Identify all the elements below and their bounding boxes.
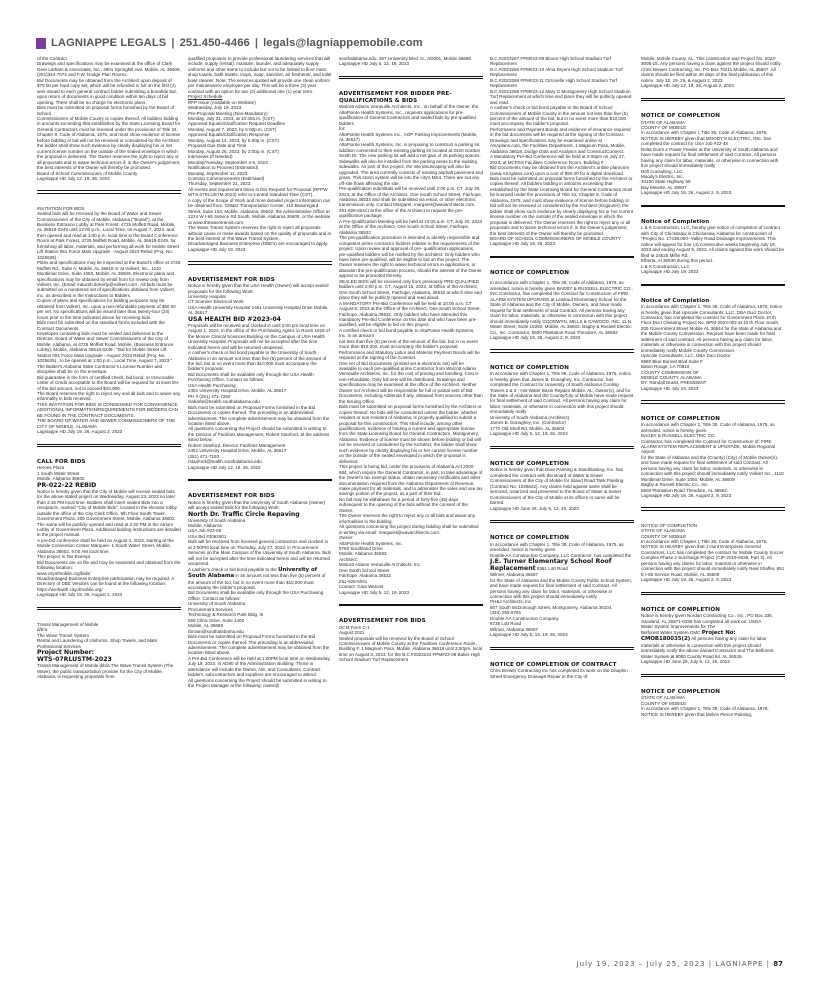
notice-title: NOTICE OF COMPLETION — [641, 415, 720, 422]
notice-line: Notification to Proceed (Estimated) — [188, 165, 259, 171]
notice-bidder-prequalification — [339, 91, 483, 595]
notice-line: Monday, September 11, 2023. — [188, 170, 249, 176]
notice-title: ADVERTISEMENT FOR BIDS — [339, 618, 426, 625]
notice-line: Bid Documents shall be available only through the USA Purchasing Office. Contact as follows: — [188, 590, 324, 601]
notice-line: 251-928-6041 — [339, 578, 368, 584]
notice-divider — [641, 592, 785, 595]
notice-line: COUNTY COMMISSION OF — [641, 369, 699, 375]
notice-line: Bid Documents may be obtained from the Architect upon deposit of $75.00 per hard copy set, which will be refunded in full on the first (2) sets issued to each general contract bidder submitting a bonafide bid, upon return of documents in good condition within ten days of bid opening. There shall be no charge for electronic plans. — [37, 77, 177, 105]
notice-completion-melvin-pierce — [641, 689, 785, 717]
notice-line: not less than five (5) percent of the amount of the bid, but in no event more than $10,000, must accompany the bidder's proposal. Performance and Statutory Labor and Material Payment Bonds will be required at the signing of the Contract. — [339, 338, 480, 361]
notice-completion-lk-construction — [641, 219, 785, 275]
text-span: All persons having any claim for labor materials or otherwise in connection with this project should immediately notify the above named Contractor and The Belforest Water System at 9080 County Road 64, AL 36526. — [641, 636, 774, 659]
notice-line: Performance and Payment Bonds and evidence of insurance required in the bid documents will be required at the signing of the Contract. — [490, 126, 631, 138]
notice-line: A copy of the Scope of Work and more detailed project information can be obtained from: GM&O Transportation Center, 110 Beauregard Street, Suite 104, Mobile, Alabama, 36602, the Administrative Office at 1224 W I-65 Service Rd South, Mobile, Alabama 36609, or the website at www.thewavetransit.com. — [188, 197, 331, 225]
notice-line: A Mandatory Pre-Bid Conference will be held at 2:00pm on July 27, 2023, at MCPSS Facilities Conference Room, Building F. — [490, 154, 626, 165]
notice-line: The Board reserves the right to reject any and all bids and to waive any informality in bids received. — [37, 391, 181, 402]
notice-line: DCM Form C-1 — [339, 624, 370, 630]
project-number-label: Project Number: — [37, 649, 95, 657]
footer-separator: | — [766, 960, 771, 968]
notice-line: In accordance with Chapter I, Title 39, Code of Alabama, 1975, NOTICE IS HEARBY given that J Hunt Enterprises General Contractors, LLC has completed the contract for Mobile County Soccer Complex Phase 2 Surcharge Project (CIP-2019-0028, Part 3). All persons having any claims for labor, material or otherwise in connection with this project should immediately notify Neal Shaffer, 851 E I-65 Service Road, Mobile, AL 36609 — [641, 539, 785, 577]
notice-line: Mobile, Alabama 36693 — [339, 551, 387, 557]
notice-line: Bids must be submitted on the standard forms included with the Contract Documents. — [37, 320, 165, 331]
notice-title: ADVERTISEMENT FOR BIDDER PRE-QUALIFICATIONS & BIDS — [339, 91, 452, 104]
notice-line: Dell Consulting, LLC — [641, 168, 683, 174]
notice-line: southalabama.edu, 307 University Blvd. N., AD001, Mobile 36688. — [339, 56, 473, 61]
notice-line: Contact: Gina Walcott — [339, 584, 384, 590]
notice-line: Proposals will be received and clocked in until 2:00 pm local time on August 1, 2023, in the office of the Purchasing Agent, in Room 1618 of the Moorer Clinical Sciences Building on the Campus of USA Health University Hospital. Proposals will not be accepted after the time indicated herein and will be returned unopened. — [188, 322, 330, 350]
notice-line: Notice is hereby given that Dixie Painting & Sandblasting, Inc. has completed the contract with the Board of Water & Sewer Commissioners of the City of Mobile for Island Road Tank Painting (Contract No. 1025622). Any claims held against same shall be itemized, notarized and presented to the Board of Water & Sewer Commissioners of the City of Mobile at its offices or same will be barred. — [490, 467, 624, 506]
notice-line: B.C.#2023269 FPM#23-11 Citronelle High School Stadium Turf Replacement — [490, 77, 618, 89]
notice-divider — [641, 507, 785, 510]
text-span: A cashier's check or bid bond payable to the — [188, 566, 279, 572]
notice-title: ADVERTISEMENT FOR BIDS — [188, 493, 275, 500]
notice-school-board-continued — [37, 56, 181, 181]
notice-title: INVITATION FOR BIDS — [37, 205, 85, 211]
notice-line: Elberta, Al 36530 during this period. — [641, 258, 714, 264]
notice-line: THE BOARD OF WATER AND SEWER COMMISSIONERS OF THE CITY OF MOBILE, ALABAMA — [37, 418, 176, 429]
notice-school-turf-continued — [490, 56, 634, 247]
notice-line: Interviews (If Needed) — [188, 154, 233, 160]
project-name-bold: J.E. Turner Elementary School Roof Replacement — [490, 558, 612, 573]
notice-line: Water System Improvements for The — [641, 624, 716, 630]
notice-line: Double AA Construction Company, LLC Contractor, has completed the — [490, 552, 632, 558]
notice-line: Walcott Adams Verneuille Architects, Inc., on behalf of the Owner, the AltaPointe Health Systems, Inc., requests applications for pre-qualification of General Contractors and sealed bids by pre-qualified bidders — [339, 104, 479, 126]
column-5 — [641, 56, 785, 717]
notice-line: 1 South Water Street — [37, 470, 80, 476]
notice-line: STATE OF ALABAMA — [641, 695, 686, 701]
notice-line: d/b/a — [37, 627, 48, 633]
footer-dates: July 19, 2023 – July 25, 2023 — [576, 960, 706, 968]
text-span: Belforest Water System GMC — [641, 629, 702, 635]
notice-line: Bid Documents shall be available only through the USA Health Purchasing Office. Contact as follows: — [188, 371, 314, 383]
notice-line: One South School Street — [339, 567, 390, 573]
notice-completion-upscale-consultants — [641, 298, 785, 392]
notice-divider — [641, 98, 785, 101]
notice-divider — [188, 261, 332, 264]
notice-line: 40150 State Highway 59 — [641, 179, 691, 185]
notice-line: Lagniappe HD June 28, July 5, 12, 19, 2023 — [490, 505, 579, 511]
notice-title: NOTICE OF COMPLETION — [641, 112, 720, 119]
notice-line: One set of Bid Documents (printed set & electronic set) will be available to each pre-qualified prime Contractor from Walcott Adams Verneuille Architects, Inc. for the cost of printing and handling. Cost is non-refundable. Only full sets will be distributed. Drawings and specifications may be examined at the office of the Architect. Neither Owner nor Architect will be responsible for full or partial sets of Bid Documents, including Addenda if any, obtained from sources other than the Issuing Office. — [339, 360, 483, 404]
notice-line: Wilmer, Alabama 36587 — [490, 626, 539, 632]
notice-line: AltaPointe Health Systems, Inc. is proposing to construct a parking lot addition connected to their existing parking lot located at 2420 Gordon Smith Dr. The new parking lot will add a net gain of 46 parking spaces. Sidewalks will also be installed from the parking areas to the existing sidewalks. As part of this project, the site landscaping will also be upgraded. The area currently consists of existing asphalt pavement and grass. This storm system will tie into the city's MS4. There are not any off-site flows affecting the site. — [339, 142, 483, 186]
notice-line: University of South Alabama — [188, 601, 246, 607]
footer-separator: | — [708, 960, 713, 968]
notice-line: A pre-bid conference shall be held on August 3, 2023, starting at the Mobile Convention Center Marquee- 1 South Water Street, Mobile, Alabama 36602, 9:00 AM local time. — [37, 537, 174, 554]
notice-line: PH # (251) 471-7260 — [188, 393, 231, 399]
notice-title: CALL FOR BIDS — [37, 458, 86, 465]
notice-line: Envelopes containing bids must be sealed and delivered to the Director, Board of Water and Sewer Commissioners of the City of Mobile, Alabama, at 4725 Moffett Road, Mobile, (Business Entrance Lobby), Mobile, Alabama 36618-0249 : "Bid for Mobile Street Lift Station 051 Force Main Upgrade - August 2023 Rebid (Proj. No. 1025625) , to be opened at 1:00 p.m., Local Time, August 7, 2023." The Bidder's Alabama State Contractor's License Number and discipline shall be on the envelope. — [37, 331, 174, 375]
notice-line: This project is Tax Exempt. — [37, 554, 92, 560]
notice-line: Plans and specifications may be inspected at the Board's office at 4725 Moffett Rd., Suite A, Mobile, AL 36618 or at Volkert, Inc., 1110 Montlimar Drive, Suite 1050, Mobile, AL 36609. Electronic plans and specifications may be obtained by email from for review only from Volkert, Inc. (Email: katurah.doherty@volkert.com . All bids must be submitted on a numbered set of specifications obtained from Volkert, Inc. as described in the Instructions to Bidders. — [37, 260, 181, 298]
notice-line: A cashier's check or bid bond payable to the University of South Alabama in an amount not less than five (5) percent of the amount of the bid, but in no event more than $10,000 must accompany the bidder's proposal. — [188, 350, 327, 372]
notice-line: Chris Brewer Contracting Inc has completed its work on the Dauphin Street Emergency Drainage Repair in the City of — [490, 668, 628, 679]
notice-line: Double AA Construction Company — [490, 615, 559, 621]
notice-line: The Wave Transit System — [37, 632, 89, 638]
notice-line: Lagniappe HD July 19, 26, August 2, 9, 2023 — [490, 334, 581, 340]
notice-line: www.cityofmobile.org/bids/ — [37, 570, 91, 576]
notice-line: Lagniappe HD July 19, 2023 — [641, 269, 699, 275]
notice-line: Lagniappe HD July 5, 12, 19, 2023 — [339, 61, 410, 67]
notice-line: Lagniappe HD July 12, 19, 26, 2023 — [37, 175, 110, 181]
notice-line: 5750 Southland Drive — [339, 545, 383, 551]
notice-line: USA Job #23-09 — [188, 528, 222, 534]
notice-title: NOTICE OF COMPLETION — [490, 269, 569, 276]
notice-line: for the State of Alabama and the Mobile County Public School System, — [490, 577, 633, 583]
notice-title: NOTICE OF COMPLETION OF CONTRACT — [490, 661, 617, 668]
notice-title: NOTICE OF COMPLETION — [490, 364, 569, 371]
notice-line: A Pre-Bid Conference will be held at 1:00PM local time on Wednesday, July 19, 2023, in AD80 of the Administration Building. Those in attendance will include the Owner, A/E, and Consultants. Contract bidders, subcontractors and suppliers are encouraged to attend. — [188, 655, 331, 678]
notice-line: Lagniappe HD July 5, 12, 19, 26, 2023 — [490, 431, 568, 437]
text-span: 8361 Lott Road — [535, 566, 568, 572]
notice-line: (334) 265-8781 — [490, 610, 522, 616]
notice-line: James B. Donaghey, Inc. (Contractor) — [490, 420, 566, 426]
notice-line: 807 South McDonough Street, Montgomery, Alabama 36104 — [490, 604, 612, 610]
notice-line: USA Health Purchasing — [188, 382, 236, 388]
notice-line: Wilmer, Alabama 36587 — [490, 572, 539, 578]
notice-line: Mobile, Mobile County, AL. This construction was Project No. 2023-3005-15. Any persons having a claim against the project should notify Chris Brewer Contracting, Inc. PO Box 70211 Mobile, AL 36607. All claims should be filed within 30 days of the final publication of this notice. July 12, 19, 26, & August 2, 2023. — [641, 56, 781, 83]
notice-line: Proposal Due Date and Time — [188, 143, 247, 149]
footer-publication: LAGNIAPPE — [715, 960, 764, 968]
notice-title: ADVERTISEMENT FOR BIDS — [188, 276, 275, 283]
notice-text — [490, 558, 634, 572]
notice-text — [188, 567, 332, 591]
notice-divider — [339, 76, 483, 79]
notice-completion-j-hunt — [641, 523, 785, 583]
notice-line: Drawings and specifications may be examined at the office of Clark Geer Latham & Associates, Inc., 3901 Springhill Ave. Mobile, AL 36608, (251)344-7073 and F.W. Dodge Plan Rooms. — [37, 61, 181, 78]
notice-line: Bids must be submitted on Proposal Forms furnished in the Bid Documents or copies thereof. The preceding is an abbreviated advertisement. The complete advertisement may be obtained from the location listed above. — [188, 404, 330, 426]
notice-line: Monday, August 14, 2023, by 5:00p.m. (CST) — [188, 137, 279, 143]
notice-line: https://workwith.cityofmobile.org/ — [37, 586, 103, 592]
notice-line: L & K Construction, LLC, hereby give notice of completion of contract with City of Chickasaw in Chickasaw, Alabama for construction of "Project No. 17438.000--Valley Road Drainage Improvements. This notice will appear for four (4) consecutive weeks beginning July 19, 2023 and ending August 9, 2023. All claims against this work should be filed at 24625 Miflin Rd., — [641, 225, 785, 258]
notice-line: Delta Dorm 4 Power Feeder at the University of South Alabama and have made request for final settlement of said Contract. All persons having any claim for labor, materials, or otherwise in connection with this project should immediately notify — [641, 146, 779, 169]
notice-line: In accordance with Chapter 1, Title 39, Code of Alabama, 1975, NOTICE IS HEREBY given that Melvin Pierce Painting, — [641, 706, 769, 717]
masthead-brand: LAGNIAPPE LEGALS — [51, 37, 167, 49]
notice-call-for-bids — [37, 459, 181, 598]
notice-line: Architect: — [339, 556, 358, 562]
notice-title: NOTICE OF COMPLETION — [641, 522, 698, 528]
notice-line: Mobile, AL 36688 — [188, 623, 223, 629]
notice-title: Notice of Completion — [641, 297, 710, 304]
notice-school-turf-bids — [339, 618, 483, 663]
notice-line: Lagniappe HD July 19, 26, August 2, 2023 — [37, 429, 123, 435]
notice-line: Bay Minette, AL 36507 — [641, 184, 687, 190]
notice-line: Notice is hereby given Nordan Contracting Co., Inc., PO Box 336, Saraland, AL 36571-0336 has completed all work on: USDA — [641, 613, 773, 624]
notice-line: Disadvantaged Business Enterprise (DBE's) are encouraged to apply. — [188, 241, 329, 247]
notice-divider — [37, 607, 181, 610]
column-1 — [37, 56, 181, 680]
notice-line: In accordance with Chapter 1, Title 39, Code of Alabama, 1975, as amended, notice is hereby given — [641, 422, 775, 433]
notice-line: 5500 Plantation Road Theodore, AL 36582. — [641, 487, 729, 493]
notice-line: Lagniappe HD July 19, 2023 — [641, 385, 699, 391]
notice-transit-continued — [188, 56, 332, 252]
notice-line: clabarte@health.southalabama.edu — [188, 399, 260, 405]
notice-completion-nordan — [641, 607, 785, 665]
notice-line: STATE OF ALABAMA — [641, 528, 686, 534]
notice-line: Thursday, September 21, 2023. — [188, 181, 252, 187]
column-2 — [188, 56, 332, 689]
brand-color-block-icon — [36, 38, 46, 49]
notice-line: In accordance with Chapter I, Title 39, Code of Alabama, 1975, NOTICE IS HEREBY given that MOODY'S ELECTRIC, INC. has completed the contract for USA Job #22-43 — [641, 130, 771, 147]
notice-line: Lagniappe HD July 19, 26, 2023 — [490, 241, 555, 247]
notice-divider — [490, 446, 634, 449]
notice-line: Mobile, Alabama — [188, 523, 222, 528]
notice-line: Approved Equals/Clarification Request Deadline — [188, 121, 286, 127]
notice-invitation-for-bids — [37, 206, 181, 435]
notice-text — [641, 630, 785, 659]
notice-line: The pre-qualification procedure is intended to identify responsible and competent prime contractor bidders relative to the requirements of the project. Upon review and approval of pre- qualification applications, pre-qualified bidders will be notified by the architect. Only bidders who have been pre-qualified, will be eligible to bid on this project. The Owner reserves the right to waive technical errors in applications, or abandon the pre-qualification process, should the interest of the Owner appear to be promoted thereby. — [339, 235, 482, 279]
notice-line: BAGBY & RUSSELL ELECTRIC CO. — [641, 433, 716, 439]
notice-divider — [37, 444, 181, 447]
legal-notices-columns — [37, 56, 785, 986]
notice-line: of the Contract. — [37, 56, 69, 61]
notice-line: Contractor, has completed the Contract for Construction of: FIRE ALARM SYSTEM REPLACEMENT & UPGRADE, Mobile Regional Airport — [641, 438, 776, 455]
notice-line: (251) 471-7193 — [188, 453, 220, 459]
notice-line: A cashier's check or bid bond payable to the Board of School Commissioners of Mobile County in the amount not less than five (5) percent of the amount of the bid, but in no event more than $10,000 must accompany the bidder's proposal. — [490, 105, 628, 127]
notice-line: SEALED BIDS will be received only from previously PRE-QUALIFIED bidders until 2:00 p.m. CT, August 15, 2023, at Office of the Architect, One South School Street, Fairhope, Alabama, 36532 at which time and place they will be publicly opened and read aloud. — [339, 278, 482, 301]
notice-line: In accordance with Chapter 1, Title 39, Code of Alabama, 1975, as amended, notice is hereby given BAGBY & RUSSELL ELECTRIC CO., INC.Contractor, has completed the Contract for Construction of FIRE ALARM SYSTEM UPGRADE at Leinkauf Elementary School for the State of Alabama and the City of Mobile, Owners, and have made request for final settlement of said Contract. All persons having any claim for labor, materials, or otherwise in connection with this project should immediately notify GOODWYN, MILLS & CAWOOD, INC. 11 N. Water Street, Suite 15250, Mobile, AL 36602. Bagby & Russell Electric Co., Inc. Contractor, 5500 Plantation Road Theodore, AL 36582 — [490, 280, 633, 335]
notice-line: Procurement Services — [188, 606, 233, 612]
notice-usa-continued — [339, 56, 483, 67]
project-schedule-list — [188, 100, 332, 187]
notice-line: Lagniappe HD July 12, 19, 26, 2023 — [188, 464, 261, 470]
notice-usa-traffic-circle — [188, 493, 332, 689]
notice-divider — [641, 400, 785, 403]
notice-line: AltaPointe Health Systems, Inc. — [339, 540, 403, 546]
notice-line: Bids will be received from licensed general contractors and clocked in at 2:00PM local time on Thursday, July 27, 2023, in Procurement Services on the Main Campus of the University of South Alabama. Bids will not be accepted after the time indicated herein and will be returned unopened. — [188, 539, 332, 567]
notice-line: A certified check or bid bond payable to AltaPointe Health Systems, Inc. in an amount — [339, 327, 475, 339]
notice-line: Lagniappe HD July 19, 26, August 2, 2023 — [37, 592, 123, 598]
owner-name-bold: University of South Alabama — [188, 566, 318, 580]
masthead-email[interactable]: legals@lagniappemobile.com — [263, 37, 423, 49]
notice-completion-bagby-airport — [641, 416, 785, 499]
notice-text: qualified proposers to provide professional laundering services that will include, supply (rental), maintain, launder, and adequately supply uniforms and other items to include but not to be limited to floor mats, shop towels, bath towels, mops, soap, sanitizer, air freshener, and toilet bowl cleaner. Note: The services quoted will provide one clean uniform per maintenance employee per day. This will be a three (3) year contract with an option for two (2) additional one (1) year term. — [188, 56, 332, 94]
notice-line: Monday/Tuesday, September 4-5, 2023. — [188, 159, 269, 165]
notice-line: All events and requirement times in this Request for Proposal (RFPW WTS-07RLUSTM-2023) refer to Central Standard Time (CST). — [188, 186, 328, 198]
notice-divider — [490, 256, 634, 258]
notice-line: All questions concerning the Project should be submitted in writing to the Project Manager at the following: cwest@ — [188, 677, 327, 689]
notice-completion-dixie-painting — [490, 461, 634, 511]
notice-line: 2451 University Hospital Drive, Mobile, AL 36617 — [188, 448, 287, 454]
notice-line: Sealed proposals will be received by the Board of School Commissioners of Mobile County at the Facilities Conference Room, Building F, 1 Magnum Pass, Mobile, Alabama 36618 until 2:00pm, local time on August 3, 2023, for the B.C.#2023224 FPM#23-08 Baker High School Stadium Turf Replacement — [339, 635, 483, 663]
notice-line: Pre-Proposal Meeting (Non-Mandatory) — [188, 110, 268, 116]
notice-line: for the State of Alabama and the (County) (City) of Mobile Owner(s), and have made request for final settlement of said Contract. All persons having any claim for labor, materials, or otherwise in connection with this project should immediately notify Volkert Inc., 1110 Montlimar Drive, Suite 1050, Mobile, AL 36609 — [641, 454, 784, 482]
page-footer — [577, 960, 783, 968]
notice-line: Notice is hereby given that the USA Health (Owner) will accept sealed proposals for the following Work: — [188, 283, 329, 294]
notice-line: Bids must be submitted on Proposal Forms furnished in the Bid Documents or copies thereof. The preceding is an abbreviated advertisement. The complete advertisement may be obtained from the location listed above. — [188, 634, 330, 656]
notice-line: Notice is hereby given that the University of South Alabama (Owner) will accept sealed Bids for the following Work: — [188, 499, 326, 511]
notice-line: Commissioners of Mobile County or copies thereof. All bidders bidding in amounts exceeding that established by the State Licensing Board for General Contractors must be licensed under the provisions of Title 34, Chapter 8, Code of Alabama, 1975, and must show evidence of license before bidding or bid will not be received or considered by the Architect the bidder shall show such evidence by clearly displaying his or her current license number on the outside of the sealed envelope in which the proposal is delivered. The Owner reserves the right to reject any or all proposals and to waive technical errors if, in the Owner's judgement, the best interests of the Owner will thereby be promoted. — [37, 115, 181, 171]
notice-line: A Pre-Qualification Meeting will be held at 10:00 a.m. CT, July 20, 2023 at the Office of the Architect, One South School Street, Fairhope, Alabama 36532 — [339, 218, 483, 235]
notice-line: Monday, August 7, 2023, by 5:00p.m. (CST) — [188, 126, 277, 132]
notice-line: 1770 Old Shell Rd. Mobile, AL 36604 — [490, 425, 565, 431]
notice-line: University of South Alabama — [188, 517, 246, 523]
notice-line: RFP Issue (Available on Website) — [188, 99, 256, 105]
notice-divider — [188, 479, 332, 481]
notice-line: Wednesday, July 19, 2023. — [188, 105, 243, 111]
masthead-phone[interactable]: 251.450-4466 — [179, 37, 250, 49]
notice-line: Bids must be submitted on proposal forms furnished by the Board of School — [37, 105, 174, 116]
project-number: WTS-07RLUSTM-2023 — [37, 656, 112, 664]
notice-transit-management — [37, 622, 181, 680]
notice-line: University Hospital — [188, 294, 226, 299]
notice-line: Baton Rouge, LA 70810 — [641, 364, 690, 370]
notice-line: Bid guarantee in the form of certified check, bid bond, or Irrevocable Letter of Credit acceptable to the Board will be required for at least 5% of the bid amount, not to exceed $10,000. — [37, 374, 179, 391]
notice-line: Lagniappe HD July 19, 26, August 2, 9, 2023 — [641, 493, 732, 499]
notice-line: Pre-qualification submittals will be received until 2:00 p.m. CT, July 25, 2023, at the Office of the Architect, One South School Street, Fairhope, Alabama 36532 and shall be submitted via email, or other electronic transmission only. Contact Margaret, margaret@wavarchitects.com, 251-928-6041) at the office of the Architect to request the pre-qualification package. — [339, 186, 482, 219]
notice-line: Upscale Consultants, LLC, DBA Duct Doctor — [641, 353, 731, 359]
notice-completion-je-turner — [490, 535, 634, 637]
notice-line: Board of School Commissioners of Mobile County — [37, 170, 138, 176]
notice-line: Robert Stanford, Director Facilities Management — [188, 442, 286, 448]
notice-line: All questions concerning the Project should be submitted in writing to the Director of Facilities Management, Robert Stanford, at the address listed below. — [188, 426, 330, 443]
notice-line: B.C.#2023268 FPM#23-12 Mary G Montgomery High School Stadium Turf Replacement at which time and place they will be publicly opened and read. — [490, 88, 632, 105]
notice-title: Notice of Completion — [641, 218, 710, 225]
notice-line: A MANDATORY Pre-Bid Conference will be held at 10:00 a.m. CT August 8, 2023 at the Office of the Architect, One South School Street, Fairhope, Alabama 36532. Only bidders who have attended this mandatory Pre-Bid Conference on this date and who have been pre-qualified, will be eligible to bid on this project. — [339, 300, 481, 328]
notice-subtitle: USA HEALTH BID #2023-04 — [188, 315, 281, 323]
notice-line: Rental and Laundering of Uniforms, Shop Towels, and Mats Professional Services — [37, 638, 157, 649]
column-4 — [490, 56, 634, 679]
notice-subtitle: PR-022-22 REBID — [37, 481, 97, 489]
notice-line: In accordance with Chapter 1, Title 39, Code of Alabama, 1975, notice is hereby given that James B. Donaghey, Inc. Contractor, has completed the Contract for University of South Alabama Cooling Towers 2 & 3 - Hot Water Basin Repairs Mobile, AL, Owner(s), and for the State of Alabama and the County/City of Mobile have made request for final settlement of said Contract. All persons having any claim for labor, materials, or otherwise in connection with this project should immediately notify — [490, 371, 634, 415]
notice-completion-donaghey — [490, 365, 634, 437]
notice-line: Heroes Plaza — [37, 465, 65, 471]
masthead-separator: | — [254, 37, 259, 49]
notice-line: The Wave Transit System reserves the right to reject all proposals without cause or make awards based on the quality of proposals and in the best interest of The Wave Transit System. — [188, 225, 332, 241]
page-number: 87 — [773, 960, 783, 968]
notice-line: Transit Management of Mobile d/b/a The Wave Transit System (The Wave), the public transportation provider for the City of Mobile, Alabama, is requesting proposals from — [37, 663, 174, 680]
notice-line: B.C.#2023266 FPM#23-10 Alma Bryant High School Stadium Turf Replacement — [490, 66, 623, 78]
notice-line: 8680 Blue Bonnet Blvd Suite F — [641, 358, 703, 364]
notice-line: Transit Management of Mobile — [37, 622, 99, 628]
notice-line: Bid Documents are on file and may be examined and obtained from the following location: — [37, 559, 181, 571]
notice-line: Lagniappe HD July 12, 19, 26, August 2, 2023 — [641, 83, 734, 89]
notice-line: THIS INVITATION FOR BIDS IS CONDENSED FOR CONVENIENCE. ADDITIONAL INFORMATION/REQUIREMENTS FOR BIDDERS CAN BE FOUND IN THE CONTRACT DOCUMENTS. — [37, 401, 179, 418]
notice-line: for: — [339, 126, 346, 132]
notice-line: This project is being bid, under the provisions of Alabama Act 2000-684, which require the General Contractor, in part, to take advantage of the Owner's tax exempt status, obtain necessary certificates and other documentation required from the Alabama Department of Revenue, make payment for all materials, and to administer the sales and use tax savings portion of the project, as a part of their Bid. — [339, 464, 483, 497]
notice-line: COUNTY OF MOBILE — [641, 533, 687, 539]
column-3 — [339, 56, 483, 663]
notice-line: University of South Alabama (Architect) — [490, 414, 570, 420]
notice-divider — [37, 190, 181, 193]
notice-line: 650 Clinic Drive, Suite 1400 — [188, 617, 245, 623]
notice-line: AltaPointe Health Systems Inc., AOP Parking Improvements (Mobile, AL 36617) — [339, 131, 478, 142]
notice-line: 8735 Lott Road — [490, 621, 522, 627]
masthead-separator: | — [171, 37, 175, 49]
project-schedule-title: Project Schedule — [188, 94, 223, 100]
notice-line: Drawings and specifications may be examined online at ASAplans.com, the Facilities Department, 1 Magnum Pass, Mobile, Alabama 36618, Dodge Data and Analytics and ConstructConnect. — [490, 137, 626, 154]
notice-subtitle: North Dr. Traffic Circle Repaving — [188, 510, 300, 518]
notice-line: Technology & Research Park Bldg. III — [188, 612, 264, 618]
notice-line: MOBILE COUNTY, ALABAMA — [641, 375, 702, 380]
notice-line: CT Scanner Electrical Work — [188, 299, 244, 305]
notice-line: August 2021 — [339, 630, 365, 636]
notice-line: Monday, August 28, 2023, by 2:00p.m. (CST) — [188, 148, 279, 154]
notice-line: In accordance with Chapter 1, Title 39, Code of Alabama, 1975, as amended, notice is hereby given — [490, 541, 624, 553]
notice-divider — [490, 520, 634, 523]
notice-line: Lagniappe HD July 19, 26, August 2, 9, 2023 — [641, 577, 732, 583]
notice-line: Bid Documents may be obtained from the Architect's online planroom (www.ASAplans.com) upon a cost of $50.00 for a digital download. — [490, 165, 630, 176]
notice-line: BY: Randall Dueitt, PRESIDENT — [641, 380, 707, 386]
notice-line: Walcott Adams Verneuille Architects, Inc. — [339, 562, 422, 568]
notice-line: No bid may be withdrawn for a period of forty-five (45) days subsequent to the opening of the bids without the consent of the Owner. — [339, 496, 468, 513]
notice-divider — [641, 205, 785, 207]
notice-line: COUNTY OF MOBILE — [641, 124, 687, 130]
notice-line: Monday, July 31, 2023, at 10:30a.m. (CST) — [188, 115, 275, 121]
notice-line: L & K Construction, LLC — [641, 263, 690, 269]
notice-chris-brewer-continued — [641, 56, 785, 89]
notice-line: rbrown@southalabama.edu — [188, 628, 244, 634]
notice-line: STATE OF ALABAMA — [641, 119, 686, 125]
notice-divider — [641, 674, 785, 677]
notice-line: Bids must be submitted on proposal forms furnished by the Architect or copies thereof. All bidders bidding in amounts exceeding that established by the State Licensing Board for General Contractors must be licensed under the provisions of Title 34, Chapter 8, Code of Alabama, 1975, and must show evidence of license before bidding or bid will not be received or considered by the Architect (Engineer); the bidder shall show such evidence by clearly displaying his or her current license number on the outside of the sealed envelope in which the proposal is delivered. The Owner reserves the right to reject any or all proposals and to waive technical errors if, in the Owner's judgement, the best interests of the Owner will thereby be promoted. — [490, 175, 634, 236]
notice-line: Bagby & Russell Electric Co., Inc. — [641, 482, 709, 488]
notice-line: In accordance with Chapter 1, Title 39, Code of Alabama, 1975, notice is hereby given that Upscale Consultants, LLC, DBA Duct Doctor, Contractor, has completed the contract for Government Plaza 10 th Floor Duct Cleaning Project No. BPM-2023-002 at 10 th Floor South, 205 Government Street Mobile AL 36644 for the state of Alabama and the Mobile County Commission. Request have been made for final settlement of said contract. All persons having any claim for labor, materials or otherwise in connection with this project should immediately notify Mobile County Commission. — [641, 304, 783, 353]
notice-title: NOTICE OF COMPLETION — [641, 688, 720, 695]
notice-line: All questions concerning the project during bidding shall be submitted in writing via email: margaret@wavarchitects.com. — [339, 524, 479, 535]
notice-line: Lagniappe HD July 19, 26, August 2, 9, 2023 — [641, 190, 732, 196]
notice-divider — [641, 284, 785, 286]
notice-line: B.C.#2023267 FPM#23-09 Blount High School Stadium Turf Replacement — [490, 56, 612, 67]
notice-completion-chris-brewer — [490, 662, 634, 680]
masthead — [36, 36, 423, 50]
notice-line: The Owner reserves the right to reject any or all bids and waive any informalities in the bidding. — [339, 513, 475, 524]
text-span: in an amount not less than five (5) percent of the amount of the bid, but in no event more than $10,000 must accompany the bidder's proposal. — [188, 573, 326, 590]
project-number-label: Project No: — [701, 629, 736, 636]
notice-line: Copies of plans and specifications for bidding purposes may be obtained from Volkert, Inc. upon a non-refundable payment of $50.00 per set. No specifications will be issued later than twenty-four (24) hours prior to the time indicated above for receiving bids. — [37, 298, 176, 320]
notice-line: Moody's Electric, Inc. — [641, 174, 684, 180]
notice-line: USA Bid #3062901 — [188, 533, 227, 539]
notice-completion-bagby-leinkauf — [490, 270, 634, 341]
notice-line: and have made request for final settlement of said Contract. All persons having any claim for labor, materials, or otherwise in connection with this project should immediately notify — [490, 583, 617, 600]
notice-line: Sealed bids will be received by the Board of Water and Sewer Commissioners of the City of Mobile, Alabama ("Board"), at the Business Entrance Lobby at Park Forest, 4725 Moffett Road, Mobile, AL 36618-0249 until 12:00 p.m., Local Time, on August 7, 2023, and then opened and read at 1:00 p.m. local time in the Board Conference Room at Park Forest, 4725 Moffett Road, Mobile, AL 36618-0249, for furnishing all labor, materials, and performing all work for Mobile Street Lift Station 051 Force Main Upgrade - August 2023 Rebid (Proj. No. 1025625) . — [37, 211, 180, 260]
notice-line: Mobile, Alabama 36602 — [37, 476, 85, 482]
notice-completion-moodys-electric — [641, 113, 785, 196]
notice-usa-health-bid — [188, 277, 332, 471]
notice-line: rstanford@health.southalabama.edu — [188, 459, 262, 465]
notice-line: USA Health University Hospital 2451 University Hospital Drive Mobile, AL 36617 — [188, 304, 329, 316]
notice-line: Lagniappe HD June 28, July 5, 12, 19, 2023 — [641, 659, 730, 665]
notice-line: Lagniappe HD July 5, 12, 19, 2023 — [339, 589, 410, 595]
notice-line: Fairhope, Alabama 36532 — [339, 573, 392, 579]
notice-divider — [339, 604, 483, 606]
notice-line: Notice is hereby given that the City of Mobile will receive sealed bids for the above stated project on Wednesday, August 23, 2023 no later than 2:15 PM local time. Bidders shall insert sealed Bids into a receptacle, marked "City of Mobile Bids", located in the elevator lobby outside the office of the City Clerk Office, 9th Floor South Tower, Government Plaza, 205 Government Street, Mobile, Alabama 36602. The same will be publicly opened and read at 2:30 PM in the Atrium Lobby of Government Plaza. Additional bidding instructions are detailed in the project manual. — [37, 488, 181, 538]
notice-line: Contract Commencement (Estimated) — [188, 175, 265, 181]
project-number: CMOB180035(2) — [641, 636, 691, 643]
notice-line: BOARD OF SCHOOL COMMISSIONERS OF MOBILE COUNTY — [490, 235, 621, 241]
notice-line: Owner: — [339, 535, 354, 541]
notice-line: Approved Equals/Clarification Response — [188, 132, 270, 138]
notice-line: Bids must be submitted on proposal forms furnished by the Architect or copies thereof. No bids will be considered unless the bidder, whether resident or non-resident of Alabama, is properly qualified to submit a proposal for this construction. This shall include, among other qualifications, evidence of holding a current and appropriate license from the State Licensing Board for General Contractors, Montgomery, Alabama. Evidence of license must be shown before bidding or bid will not be received or considered by the Architect; the bidder shall show such evidence by clearly displaying his or her current license number on the outside of the sealed enveloped in which the proposal is delivered. — [339, 404, 482, 464]
notice-divider — [490, 349, 634, 352]
notice-title: NOTICE OF COMPLETION — [490, 460, 569, 467]
notice-title: NOTICE OF COMPLETION — [641, 606, 720, 613]
notice-line: Lagniappe HD July 5, 12, 19, 26, 2023 — [490, 632, 568, 638]
notice-line: Lagniappe HD July 19, 2023 — [188, 246, 246, 252]
notice-title: NOTICE OF COMPLETION — [490, 535, 569, 542]
notice-divider — [490, 647, 634, 650]
notice-line: 2451 University Hospital Drive, Mobile, AL 36617 — [188, 388, 287, 394]
notice-line: Disadvantaged Business Enterprise participation may be required. A Directory of DBE Vendors can be found at the following location: — [37, 576, 174, 587]
notice-line: COUNTY OF MOBILE — [641, 700, 687, 706]
notice-line: PH&J Architects, Inc. — [490, 599, 533, 605]
